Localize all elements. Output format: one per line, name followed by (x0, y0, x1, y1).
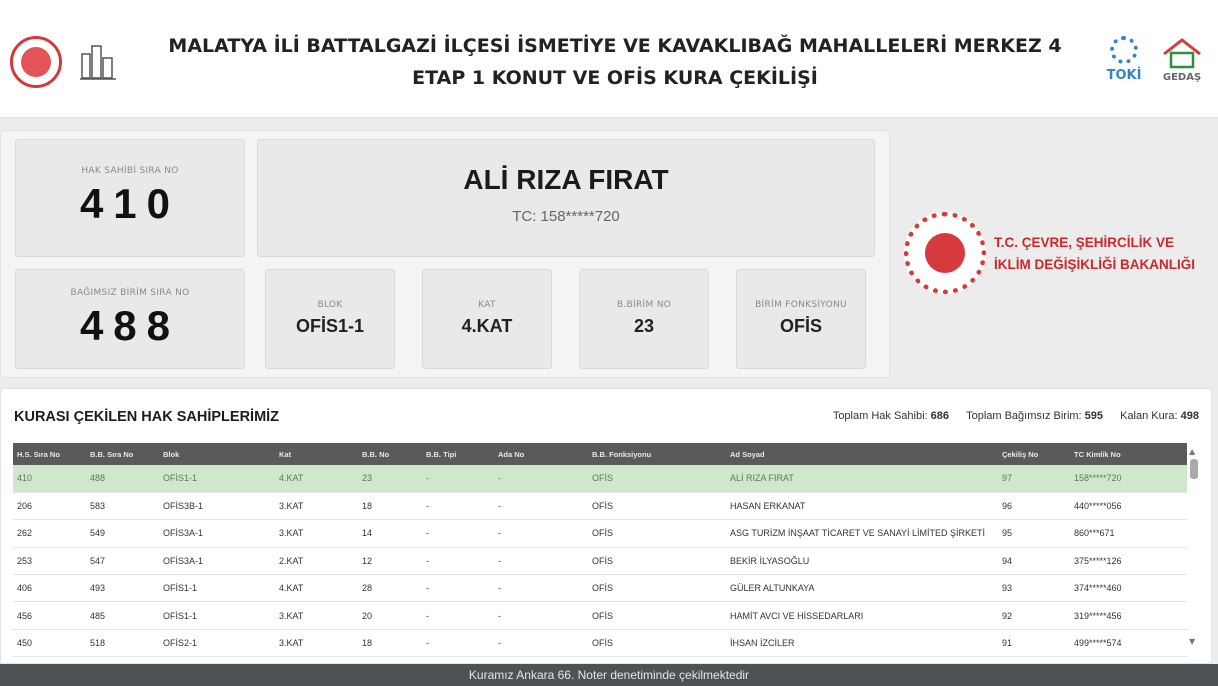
table-cell: ASG TURİZM İNŞAAT TİCARET VE SANAYİ LİMİTED ŞİRKETİ (726, 520, 998, 547)
table-cell: - (494, 602, 588, 629)
table-cell: 92 (998, 602, 1070, 629)
ministry-line1: T.C. ÇEVRE, ŞEHİRCİLİK VE (994, 235, 1175, 250)
table-cell: - (422, 465, 494, 492)
table-cell: OFİS3A-1 (159, 520, 275, 547)
table-cell: 485 (86, 602, 159, 629)
hak-sahibi-number: 410 (79, 180, 181, 227)
table-cell: 860***671 (1070, 520, 1187, 547)
table-header-row (13, 443, 1187, 465)
table-cell: İHSAN İZCİLER (726, 629, 998, 656)
bagimsiz-card (15, 269, 245, 369)
column-header[interactable]: B.B. Tipi (422, 443, 494, 465)
toki-logo-icon (1104, 36, 1144, 88)
table-cell: 488 (86, 465, 159, 492)
ministry-logo (900, 210, 1218, 300)
column-header[interactable]: H.S. Sıra No (13, 443, 86, 465)
column-header[interactable]: Ad Soyad (726, 443, 998, 465)
toki-label: TOKİ (1106, 68, 1142, 83)
table-row[interactable] (13, 547, 1187, 574)
page-title-line2: ETAP 1 KONUT VE OFİS KURA ÇEKİLİŞİ (412, 67, 818, 89)
table-cell: 96 (998, 492, 1070, 519)
bagimsiz-number: 488 (79, 302, 181, 349)
table-cell: - (494, 492, 588, 519)
stat-toplam-birim-label: Toplam Bağımsız Birim: (966, 410, 1082, 422)
column-header[interactable]: Blok (159, 443, 275, 465)
blok-label: BLOK (317, 300, 343, 310)
table-cell: OFİS (588, 465, 726, 492)
table-cell: 18 (358, 629, 422, 656)
page-title-line1: MALATYA İLİ BATTALGAZİ İLÇESİ İSMETİYE VE KAVAKLIBAĞ MAHALLELERİ MERKEZ 4 (168, 35, 1062, 57)
column-header[interactable]: TC Kimlik No (1070, 443, 1187, 465)
table-cell: - (422, 492, 494, 519)
ministry-line2: İKLİM DEĞİŞİKLİĞİ BAKANLIĞI (994, 257, 1195, 272)
table-cell: 4.KAT (275, 575, 358, 602)
table-cell: - (422, 520, 494, 547)
table-cell: 14 (358, 520, 422, 547)
table-cell: - (494, 465, 588, 492)
table-cell: OFİS (588, 547, 726, 574)
table-cell: 456 (13, 602, 86, 629)
table-row[interactable] (13, 492, 1187, 519)
table-cell: OFİS (588, 492, 726, 519)
ministry-name (994, 232, 1218, 276)
table-cell: 93 (998, 575, 1070, 602)
scroll-thumb[interactable] (1190, 459, 1198, 479)
table-cell: 440*****056 (1070, 492, 1187, 519)
table-cell: 374*****460 (1070, 575, 1187, 602)
table-cell: GÜLER ALTUNKAYA (726, 575, 998, 602)
table-cell: OFİS (588, 629, 726, 656)
blok-value: OFİS1-1 (295, 316, 365, 336)
table-cell: 3.KAT (275, 602, 358, 629)
table-cell: 206 (13, 492, 86, 519)
table-cell: 406 (13, 575, 86, 602)
ministry-emblem-icon (904, 212, 986, 294)
table-cell: 23 (358, 465, 422, 492)
table-cell: 493 (86, 575, 159, 602)
table-cell: OFİS (588, 602, 726, 629)
table-cell: 410 (13, 465, 86, 492)
table-row[interactable] (13, 575, 1187, 602)
table-cell: 3.KAT (275, 520, 358, 547)
stat-kalan-label: Kalan Kura: (1120, 410, 1178, 422)
table-cell: 12 (358, 547, 422, 574)
table-cell: OFİS1-1 (159, 465, 275, 492)
current-draw-panel (0, 130, 890, 378)
table-cell: 547 (86, 547, 159, 574)
winner-name: ALİ RIZA FIRAT (463, 164, 669, 195)
stat-toplam-hak-label: Toplam Hak Sahibi: (832, 410, 928, 422)
table-cell: - (422, 575, 494, 602)
table-cell: 583 (86, 492, 159, 519)
stat-kalan-value: 498 (1180, 410, 1199, 422)
column-header[interactable]: Çekiliş No (998, 443, 1070, 465)
bagimsiz-label: BAĞIMSIZ BİRİM SIRA NO (70, 288, 190, 298)
table-cell: 28 (358, 575, 422, 602)
table-cell: OFİS (588, 575, 726, 602)
kat-label: KAT (478, 300, 496, 310)
stat-toplam-hak (833, 410, 949, 422)
table-cell: OFİS1-1 (159, 575, 275, 602)
table-cell: 20 (358, 602, 422, 629)
table-cell: 2.KAT (275, 547, 358, 574)
table-cell: - (494, 629, 588, 656)
table-cell: ALİ RIZA FIRAT (726, 465, 998, 492)
column-header[interactable]: B.B. Sıra No (86, 443, 159, 465)
blok-card (265, 269, 395, 369)
scroll-up-icon[interactable]: ▲ (1189, 447, 1196, 456)
table-cell: 450 (13, 629, 86, 656)
column-header[interactable]: B.B. No (358, 443, 422, 465)
table-cell: 3.KAT (275, 492, 358, 519)
gedas-label: GEDAŞ (1162, 72, 1202, 83)
fonksiyon-label: BİRİM FONKSİYONU (755, 300, 847, 310)
kat-card (422, 269, 552, 369)
stat-toplam-birim (966, 410, 1103, 422)
table-cell: HAMİT AVCI VE HİSSEDARLARI (726, 602, 998, 629)
results-section (0, 388, 1212, 664)
table-cell: 158*****720 (1070, 465, 1187, 492)
hak-sahibi-card (15, 139, 245, 257)
table-row[interactable] (13, 520, 1187, 547)
column-header[interactable]: Kat (275, 443, 358, 465)
table-cell: OFİS3B-1 (159, 492, 275, 519)
table-cell: 3.KAT (275, 629, 358, 656)
bbirim-label: B.BİRİM NO (616, 300, 672, 310)
building-logo-icon (78, 40, 118, 84)
kat-value: 4.KAT (461, 316, 513, 336)
table-cell: 91 (998, 629, 1070, 656)
bbirim-value: 23 (633, 316, 655, 336)
column-header[interactable]: B.B. Fonksiyonu (588, 443, 726, 465)
table-cell: 95 (998, 520, 1070, 547)
table-cell: 253 (13, 547, 86, 574)
table-cell: 97 (998, 465, 1070, 492)
table-cell: - (422, 547, 494, 574)
table-cell: 4.KAT (275, 465, 358, 492)
bbirim-card (579, 269, 709, 369)
header (0, 0, 1218, 118)
table-cell: 549 (86, 520, 159, 547)
table-cell: OFİS2-1 (159, 629, 275, 656)
table-row[interactable] (13, 465, 1187, 492)
stat-kalan (1120, 410, 1199, 422)
table-cell: 499*****574 (1070, 629, 1187, 656)
table-cell: OFİS1-1 (159, 602, 275, 629)
table-scrollbar[interactable] (1187, 443, 1201, 653)
table-cell: 518 (86, 629, 159, 656)
winner-tc: TC: 158*****720 (512, 208, 620, 225)
winner-card (257, 139, 875, 257)
stat-toplam-hak-value: 686 (930, 410, 950, 422)
scroll-down-icon[interactable]: ▼ (1189, 637, 1196, 646)
fonksiyon-card (736, 269, 866, 369)
stat-toplam-birim-value: 595 (1084, 410, 1104, 422)
table-cell: - (494, 520, 588, 547)
gedas-logo-icon (1160, 36, 1204, 90)
table-cell: BEKİR İLYASOĞLU (726, 547, 998, 574)
table-cell: HASAN ERKANAT (726, 492, 998, 519)
results-title: KURASI ÇEKİLEN HAK SAHİPLERİMİZ (14, 409, 280, 425)
table-cell: - (494, 575, 588, 602)
footer-banner: Kuramız Ankara 66. Noter denetiminde çekilmektedir (0, 664, 1218, 686)
table-cell: OFİS3A-1 (159, 547, 275, 574)
table-cell: - (494, 547, 588, 574)
table-cell: 375*****126 (1070, 547, 1187, 574)
table-row[interactable] (13, 629, 1187, 656)
table-cell: 94 (998, 547, 1070, 574)
ministry-seal-icon (10, 36, 62, 88)
page-title (140, 30, 1090, 94)
table-cell: OFİS (588, 520, 726, 547)
fonksiyon-value: OFİS (779, 316, 822, 336)
table-cell: 18 (358, 492, 422, 519)
hak-sahibi-label: HAK SAHİBİ SIRA NO (81, 166, 179, 176)
table-cell: - (422, 629, 494, 656)
table-cell: 319*****456 (1070, 602, 1187, 629)
table-cell: - (422, 602, 494, 629)
table-cell: 262 (13, 520, 86, 547)
column-header[interactable]: Ada No (494, 443, 588, 465)
results-stats (819, 410, 1199, 422)
table-row[interactable] (13, 602, 1187, 629)
results-table (13, 443, 1187, 657)
